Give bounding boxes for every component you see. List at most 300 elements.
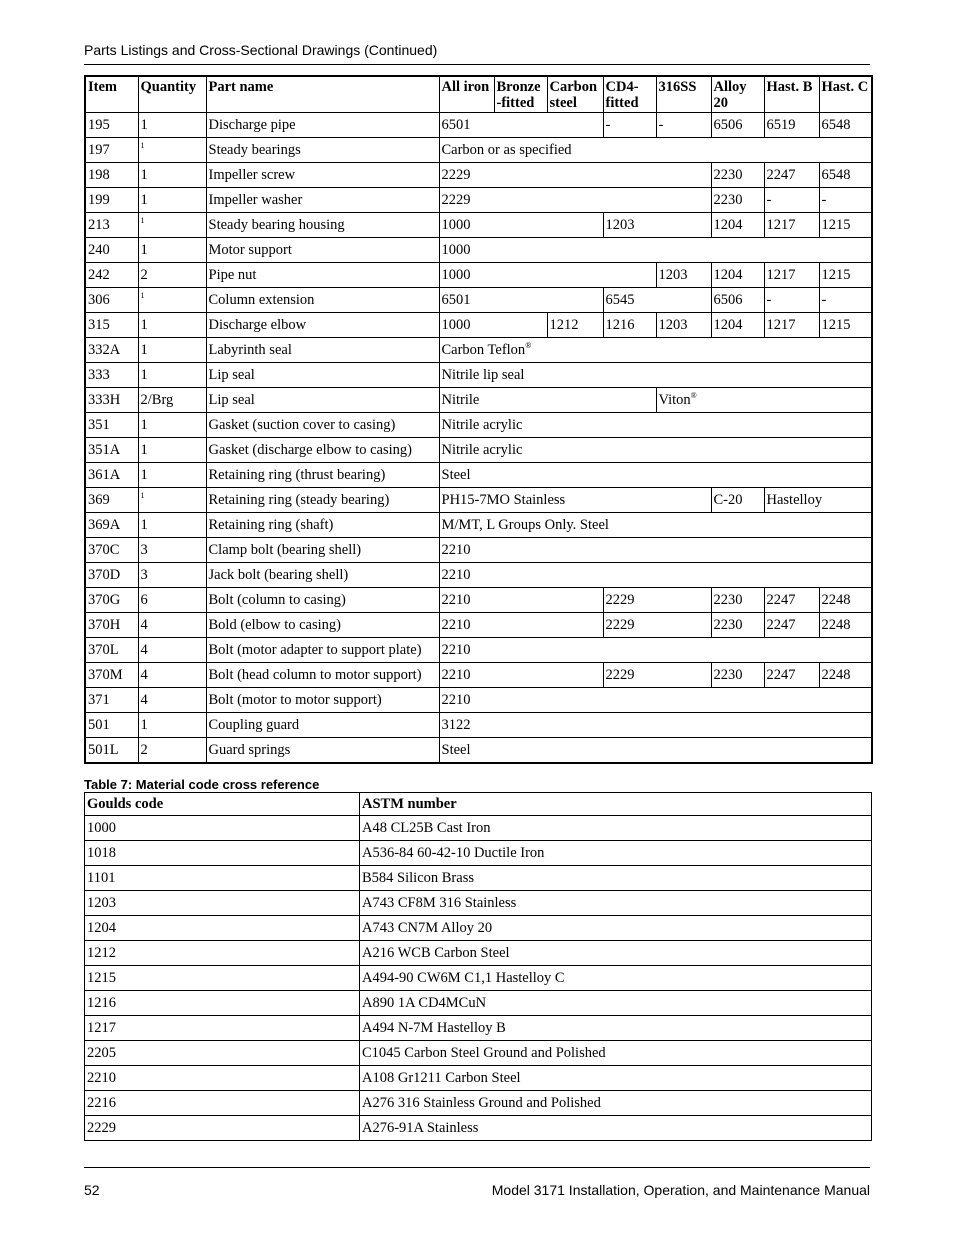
material-code: - [766, 292, 772, 308]
item-cell: 370M [85, 663, 138, 688]
goulds-code-cell: 1203 [85, 891, 360, 916]
goulds-code-cell: 2216 [85, 1091, 360, 1116]
material-cell [439, 688, 872, 713]
material-code: 2247 [766, 592, 796, 608]
material-code: 2210 [441, 667, 471, 683]
quantity-cell [138, 238, 206, 263]
item-cell: 369A [85, 513, 138, 538]
quantity-cell [138, 488, 206, 513]
material-cell [819, 113, 872, 138]
quantity-cell [138, 263, 206, 288]
material-cell [819, 613, 872, 638]
quantity-cell [138, 313, 206, 338]
table-row [85, 916, 872, 941]
material-cell [711, 588, 764, 613]
part-name-cell: Steady bearing housing [206, 213, 439, 238]
item-cell: 370L [85, 638, 138, 663]
table-row [85, 991, 872, 1016]
quantity-value: 2 [140, 267, 148, 283]
material-cell [656, 313, 711, 338]
material-code: Steel [441, 742, 471, 758]
material-code: Hastelloy [766, 492, 823, 508]
material-cell [439, 438, 872, 463]
astm-number-cell: A743 CN7M Alloy 20 [360, 916, 872, 941]
material-cell [439, 363, 872, 388]
material-code: 1215 [821, 267, 851, 283]
material-code: 2230 [713, 617, 743, 633]
column-header: Hast. C [819, 76, 872, 113]
material-code: 2248 [821, 667, 851, 683]
material-code: 1212 [549, 317, 579, 333]
table-row [85, 713, 872, 738]
item-cell: 315 [85, 313, 138, 338]
quantity-cell [138, 338, 206, 363]
registered-mark: ® [690, 391, 697, 401]
table-row [85, 238, 872, 263]
astm-number-cell: A494 N-7M Hastelloy B [360, 1016, 872, 1041]
quantity-cell [138, 688, 206, 713]
table-row [85, 363, 872, 388]
table-row [85, 438, 872, 463]
quantity-cell [138, 413, 206, 438]
material-cell [439, 163, 711, 188]
material-cell [439, 713, 872, 738]
astm-number-cell: C1045 Carbon Steel Ground and Polished [360, 1041, 872, 1066]
table-row [85, 1016, 872, 1041]
part-name-cell: Bolt (column to casing) [206, 588, 439, 613]
quantity-value: 4 [140, 692, 148, 708]
table-row [85, 138, 872, 163]
column-header: ASTM number [360, 793, 872, 816]
quantity-value: 1 [140, 342, 148, 358]
material-code: Nitrile acrylic [441, 442, 523, 458]
part-name-cell: Lip seal [206, 388, 439, 413]
table-row [85, 1116, 872, 1141]
material-code: 1204 [713, 267, 743, 283]
item-cell: 371 [85, 688, 138, 713]
material-cell [764, 113, 819, 138]
material-code: 2230 [713, 667, 743, 683]
material-cell [439, 588, 603, 613]
material-code: Carbon or as specified [441, 142, 572, 158]
item-cell: 370C [85, 538, 138, 563]
part-name-cell: Retaining ring (thrust bearing) [206, 463, 439, 488]
material-code: C-20 [713, 492, 743, 508]
material-cell [439, 513, 872, 538]
page-number: 52 [84, 1182, 100, 1198]
item-cell: 240 [85, 238, 138, 263]
item-cell: 501L [85, 738, 138, 764]
material-code: - [821, 192, 827, 208]
table-row [85, 688, 872, 713]
quantity-value: 4 [140, 642, 148, 658]
material-cell [547, 313, 603, 338]
material-cell [711, 313, 764, 338]
part-name-cell: Coupling guard [206, 713, 439, 738]
item-cell: 361A [85, 463, 138, 488]
part-name-cell: Bolt (motor adapter to support plate) [206, 638, 439, 663]
material-code: 6501 [441, 292, 471, 308]
astm-number-cell: A536-84 60-42-10 Ductile Iron [360, 841, 872, 866]
goulds-code-cell: 2210 [85, 1066, 360, 1091]
material-cell [439, 263, 656, 288]
material-cell [656, 263, 711, 288]
table-row [85, 388, 872, 413]
material-cell [764, 613, 819, 638]
material-cell [711, 113, 764, 138]
material-code: 2210 [441, 642, 471, 658]
item-cell: 351 [85, 413, 138, 438]
table-row [85, 1091, 872, 1116]
material-code: 1000 [441, 217, 471, 233]
part-name-cell: Lip seal [206, 363, 439, 388]
quantity-value: 1 [140, 367, 148, 383]
material-code: 1203 [605, 217, 635, 233]
material-cell [439, 738, 872, 764]
table-row [85, 1066, 872, 1091]
column-header: Bronze -fitted [494, 76, 547, 113]
part-name-cell: Retaining ring (shaft) [206, 513, 439, 538]
material-code: 1203 [658, 267, 688, 283]
item-cell: 306 [85, 288, 138, 313]
material-cell [711, 163, 764, 188]
material-code: Carbon Teflon [441, 342, 526, 358]
quantity-cell [138, 213, 206, 238]
table-row [85, 841, 872, 866]
goulds-code-cell: 1204 [85, 916, 360, 941]
table-row [85, 413, 872, 438]
goulds-code-cell: 2205 [85, 1041, 360, 1066]
item-cell: 333 [85, 363, 138, 388]
material-code: 2229 [605, 592, 635, 608]
material-code: 2229 [605, 617, 635, 633]
part-name-cell: Guard springs [206, 738, 439, 764]
material-code: 2210 [441, 692, 471, 708]
material-cell [439, 488, 711, 513]
part-name-cell: Impeller screw [206, 163, 439, 188]
item-cell: 242 [85, 263, 138, 288]
footnote-marker: 1 [140, 491, 145, 501]
item-cell: 198 [85, 163, 138, 188]
parts-table-header-row [85, 76, 872, 113]
material-code: 6545 [605, 292, 635, 308]
quantity-cell [138, 388, 206, 413]
material-cell [819, 213, 872, 238]
material-code: Nitrile lip seal [441, 367, 525, 383]
column-header: Alloy 20 [711, 76, 764, 113]
quantity-cell [138, 463, 206, 488]
table-row [85, 663, 872, 688]
material-code: 2229 [441, 167, 471, 183]
material-table-header-row [85, 793, 872, 816]
table-row [85, 966, 872, 991]
part-name-cell: Motor support [206, 238, 439, 263]
running-header: Parts Listings and Cross-Sectional Drawings (Continued) [84, 42, 438, 58]
table-row [85, 1041, 872, 1066]
material-code: - [658, 117, 664, 133]
material-code: - [821, 292, 827, 308]
material-cell [439, 388, 656, 413]
material-code: 1217 [766, 267, 796, 283]
table-row [85, 463, 872, 488]
material-code: 1216 [605, 317, 635, 333]
material-code: Nitrile acrylic [441, 417, 523, 433]
table-row [85, 513, 872, 538]
material-cell [711, 263, 764, 288]
part-name-cell: Clamp bolt (bearing shell) [206, 538, 439, 563]
manual-title: Model 3171 Installation, Operation, and Maintenance Manual [491, 1182, 870, 1198]
part-name-cell: Impeller washer [206, 188, 439, 213]
quantity-value: 1 [140, 717, 148, 733]
table-row [85, 588, 872, 613]
material-cell [439, 538, 872, 563]
astm-number-cell: A48 CL25B Cast Iron [360, 816, 872, 841]
table-row [85, 113, 872, 138]
part-name-cell: Bolt (motor to motor support) [206, 688, 439, 713]
material-cell [711, 188, 764, 213]
footnote-marker: 1 [140, 216, 145, 226]
material-code: 2248 [821, 617, 851, 633]
material-cell [603, 313, 656, 338]
material-cell [764, 263, 819, 288]
column-header: CD4- fitted [603, 76, 656, 113]
material-code: 2229 [605, 667, 635, 683]
material-cell [764, 288, 819, 313]
material-cell [764, 213, 819, 238]
item-cell: 370H [85, 613, 138, 638]
material-code: - [605, 117, 611, 133]
material-code: 2230 [713, 192, 743, 208]
material-cell [439, 338, 872, 363]
astm-number-cell: A276 316 Stainless Ground and Polished [360, 1091, 872, 1116]
material-cell [439, 188, 711, 213]
material-code: 6519 [766, 117, 796, 133]
material-cell [819, 663, 872, 688]
material-code: 2247 [766, 617, 796, 633]
material-code-table [84, 792, 872, 1141]
material-cell [439, 638, 872, 663]
material-code: M/MT, L Groups Only. Steel [441, 517, 609, 533]
registered-mark: ® [525, 341, 532, 351]
material-cell [819, 588, 872, 613]
quantity-value: 1 [140, 442, 148, 458]
quantity-cell [138, 288, 206, 313]
material-code: 6506 [713, 292, 743, 308]
table-row [85, 338, 872, 363]
table-row [85, 638, 872, 663]
material-cell [819, 163, 872, 188]
material-cell [439, 113, 603, 138]
material-cell [603, 588, 711, 613]
quantity-value: 6 [140, 592, 148, 608]
quantity-cell [138, 363, 206, 388]
quantity-value: 2 [140, 742, 148, 758]
column-header: Item [85, 76, 138, 113]
part-name-cell: Bold (elbow to casing) [206, 613, 439, 638]
material-code: 1204 [713, 317, 743, 333]
table-row [85, 941, 872, 966]
material-code: 1204 [713, 217, 743, 233]
material-code: 2210 [441, 567, 471, 583]
column-header: Quantity [138, 76, 206, 113]
table-row [85, 488, 872, 513]
material-code: 1000 [441, 317, 471, 333]
parts-table-body [85, 113, 872, 764]
material-code: 6548 [821, 167, 851, 183]
quantity-cell [138, 563, 206, 588]
material-code: 1203 [658, 317, 688, 333]
part-name-cell: Retaining ring (steady bearing) [206, 488, 439, 513]
column-header: Part name [206, 76, 439, 113]
material-cell [764, 163, 819, 188]
material-cell [764, 313, 819, 338]
material-code: 1215 [821, 217, 851, 233]
quantity-value: 1 [140, 467, 148, 483]
goulds-code-cell: 1018 [85, 841, 360, 866]
material-cell [439, 413, 872, 438]
item-cell: 369 [85, 488, 138, 513]
material-cell [439, 213, 603, 238]
material-cell [439, 663, 603, 688]
material-cell [819, 188, 872, 213]
material-code: 2248 [821, 592, 851, 608]
quantity-cell [138, 188, 206, 213]
material-cell [439, 463, 872, 488]
astm-number-cell: A276-91A Stainless [360, 1116, 872, 1141]
footnote-marker: 1 [140, 291, 145, 301]
quantity-cell [138, 638, 206, 663]
quantity-value: 4 [140, 667, 148, 683]
item-cell: 351A [85, 438, 138, 463]
part-name-cell: Discharge pipe [206, 113, 439, 138]
material-cell [764, 663, 819, 688]
table-row [85, 866, 872, 891]
quantity-value: 2/Brg [140, 392, 174, 408]
material-cell [603, 288, 711, 313]
part-name-cell: Bolt (head column to motor support) [206, 663, 439, 688]
material-cell [711, 663, 764, 688]
material-table-body [85, 816, 872, 1141]
goulds-code-cell: 2229 [85, 1116, 360, 1141]
material-cell [603, 613, 711, 638]
material-code: 1000 [441, 267, 471, 283]
goulds-code-cell: 1215 [85, 966, 360, 991]
material-cell [711, 213, 764, 238]
item-cell: 332A [85, 338, 138, 363]
item-cell: 199 [85, 188, 138, 213]
parts-table [84, 75, 873, 764]
goulds-code-cell: 1000 [85, 816, 360, 841]
table-row [85, 738, 872, 764]
material-cell [819, 313, 872, 338]
material-cell [711, 613, 764, 638]
material-code: 1215 [821, 317, 851, 333]
part-name-cell: Pipe nut [206, 263, 439, 288]
material-code: 2210 [441, 617, 471, 633]
part-name-cell: Column extension [206, 288, 439, 313]
material-code: 6501 [441, 117, 471, 133]
astm-number-cell: A216 WCB Carbon Steel [360, 941, 872, 966]
table-row [85, 891, 872, 916]
quantity-value: 1 [140, 417, 148, 433]
part-name-cell: Jack bolt (bearing shell) [206, 563, 439, 588]
part-name-cell: Labyrinth seal [206, 338, 439, 363]
material-code: 6506 [713, 117, 743, 133]
astm-number-cell: A108 Gr1211 Carbon Steel [360, 1066, 872, 1091]
part-name-cell: Gasket (discharge elbow to casing) [206, 438, 439, 463]
astm-number-cell: B584 Silicon Brass [360, 866, 872, 891]
quantity-value: 4 [140, 617, 148, 633]
item-cell: 501 [85, 713, 138, 738]
quantity-cell [138, 438, 206, 463]
column-header: Hast. B [764, 76, 819, 113]
quantity-cell [138, 663, 206, 688]
quantity-cell [138, 538, 206, 563]
material-cell [764, 188, 819, 213]
material-cell [439, 288, 603, 313]
footnote-marker: 1 [140, 141, 145, 151]
material-cell [603, 213, 711, 238]
material-code: - [766, 192, 772, 208]
material-code: 6548 [821, 117, 851, 133]
material-code: 2229 [441, 192, 471, 208]
part-name-cell: Steady bearings [206, 138, 439, 163]
material-cell [764, 588, 819, 613]
column-header: All iron [439, 76, 494, 113]
goulds-code-cell: 1217 [85, 1016, 360, 1041]
material-cell [603, 663, 711, 688]
table-row [85, 538, 872, 563]
column-header: Goulds code [85, 793, 360, 816]
table-row [85, 613, 872, 638]
quantity-value: 1 [140, 117, 148, 133]
material-table-caption: Table 7: Material code cross reference [84, 777, 320, 792]
material-code: 1217 [766, 217, 796, 233]
item-cell: 197 [85, 138, 138, 163]
item-cell: 370D [85, 563, 138, 588]
material-cell [439, 563, 872, 588]
material-code: PH15-7MO Stainless [441, 492, 566, 508]
astm-number-cell: A743 CF8M 316 Stainless [360, 891, 872, 916]
material-code: 2230 [713, 592, 743, 608]
quantity-cell [138, 513, 206, 538]
part-name-cell: Gasket (suction cover to casing) [206, 413, 439, 438]
column-header: Carbon steel [547, 76, 603, 113]
item-cell: 213 [85, 213, 138, 238]
quantity-value: 1 [140, 242, 148, 258]
astm-number-cell: A890 1A CD4MCuN [360, 991, 872, 1016]
material-code: 1217 [766, 317, 796, 333]
material-code: 2247 [766, 167, 796, 183]
material-code: 2210 [441, 592, 471, 608]
quantity-value: 1 [140, 192, 148, 208]
material-code: Steel [441, 467, 471, 483]
material-code: Nitrile [441, 392, 480, 408]
material-code: 1000 [441, 242, 471, 258]
quantity-value: 1 [140, 517, 148, 533]
material-code: 2230 [713, 167, 743, 183]
quantity-cell [138, 163, 206, 188]
column-header: 316SS [656, 76, 711, 113]
quantity-cell [138, 613, 206, 638]
quantity-value: 3 [140, 567, 148, 583]
table-row [85, 563, 872, 588]
table-row [85, 163, 872, 188]
table-row [85, 188, 872, 213]
quantity-cell [138, 113, 206, 138]
goulds-code-cell: 1101 [85, 866, 360, 891]
table-row [85, 816, 872, 841]
